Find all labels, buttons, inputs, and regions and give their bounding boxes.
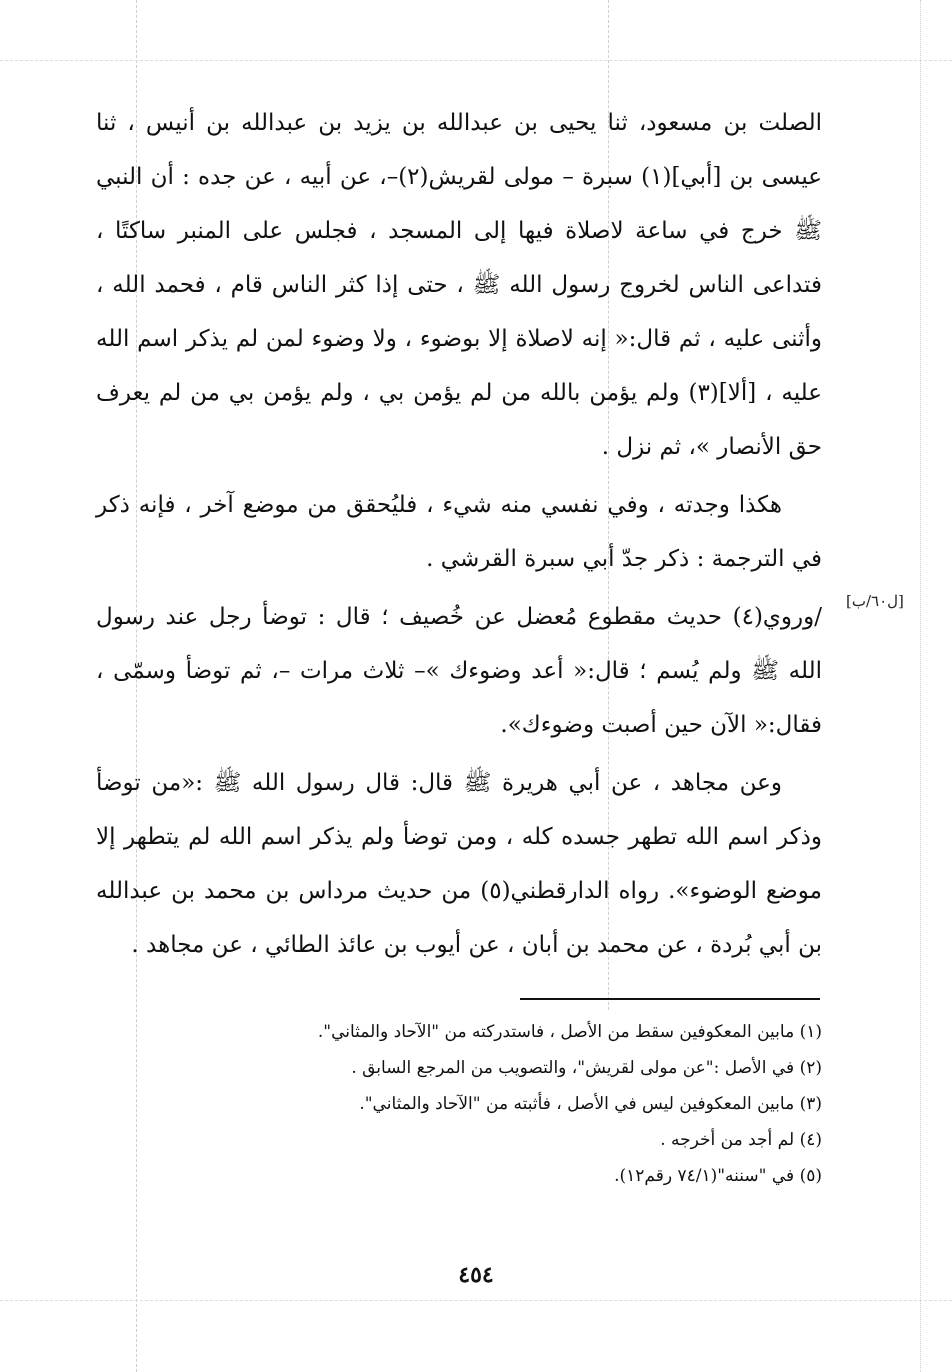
footnote-divider: [520, 998, 820, 1000]
page-number: ٤٥٤: [458, 1262, 494, 1288]
paragraph-hadith-chain: الصلت بن مسعود، ثنا يحيى بن عبدالله بن يزيد بن عبدالله بن أنيس ، ثنا عيسى بن [أبي](١) سبرة – مولى لقريش(٢)–، عن أبيه ، عن جده : أن النبي ﷺ خرج في ساعة لاصلاة فيها إلى المسجد ، فجلس على المنبر ساكتًا ، فتداعى الناس لخروج رسول الله ﷺ ، حتى إذا كثر الناس قام ، فحمد الله ، وأثنى عليه ، ثم قال:« إنه لاصلاة إلا بوضوء ، ولا وضوء لمن لم يذكر اسم الله عليه ، [ألا](٣) ولم يؤمن بالله من لم يؤمن بي ، ولم يؤمن بي من لم يعرف حق الأنصار »، ثم نزل .: [96, 110, 823, 460]
paragraph-author-note: هكذا وجدته ، وفي نفسي منه شيء ، فليُحقق من موضع آخر ، فإنه ذكر في الترجمة : ذكر جدّ أبي سبرة القرشي .: [96, 492, 822, 572]
footnote-item: (٢) في الأصل :"عن مولى لقريش"، والتصويب من المرجع السابق .: [351, 1058, 822, 1078]
scan-guide-line: [0, 60, 952, 61]
scan-guide-line: [0, 1300, 952, 1301]
scan-guide-line: [920, 0, 921, 1372]
paragraph-khusaif-report: /وروي(٤) حديث مقطوع مُعضل عن خُصيف ؛ قال : توضأ رجل عند رسول الله ﷺ ولم يُسم ؛ قال:« أعد وضوءك »– ثلاث مرات –، ثم توضأ وسمّى ، فقال:« الآن حين أصبت وضوءك».: [96, 604, 822, 738]
footnotes-section: [200, 1014, 822, 1194]
footnote-item: (٣) مابين المعكوفين ليس في الأصل ، فأثبته من "الآحاد والمثاني".: [359, 1094, 822, 1114]
document-body: [96, 96, 822, 972]
manuscript-folio-marker: [ل٦٠/ب]: [846, 592, 904, 610]
paragraph-mujahid-report: وعن مجاهد ، عن أبي هريرة ﷺ قال: قال رسول الله ﷺ :«من توضأ وذكر اسم الله تطهر جسده كله ، ومن توضأ ولم يذكر اسم الله لم يتطهر إلا موضع الوضوء». رواه الدارقطني(٥) من حديث مرداس بن محمد بن عبدالله بن أبي بُردة ، عن محمد بن أبان ، عن أيوب بن عائذ الطائي ، عن مجاهد .: [96, 770, 822, 958]
footnote-item: (٥) في "سننه"(٧٤/١ رقم١٢).: [614, 1166, 822, 1186]
footnote-item: (١) مابين المعكوفين سقط من الأصل ، فاستدركته من "الآحاد والمثاني".: [317, 1022, 822, 1042]
footnote-item: (٤) لم أجد من أخرجه .: [660, 1130, 822, 1150]
